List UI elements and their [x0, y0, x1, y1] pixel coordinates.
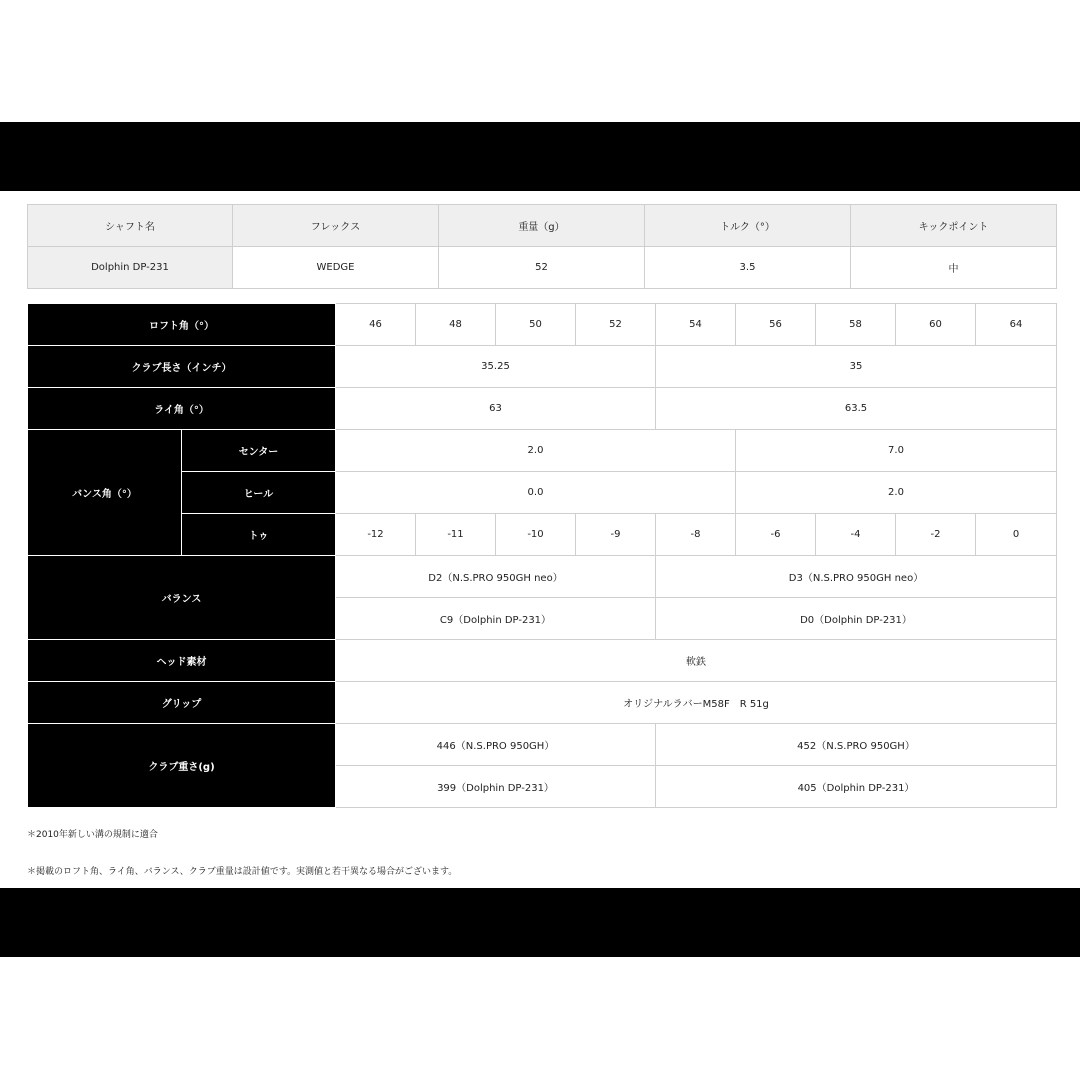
bounce-center-row	[28, 430, 1057, 472]
bounce-toe-value: -12	[336, 514, 416, 556]
bounce-toe-value: -10	[496, 514, 576, 556]
head-material-label: ヘッド素材	[28, 640, 336, 682]
grip-label: グリップ	[28, 682, 336, 724]
cell-flex: WEDGE	[233, 247, 439, 289]
length-row	[28, 346, 1057, 388]
table-header-row	[28, 205, 1057, 247]
loft-value: 54	[656, 304, 736, 346]
balance-value: C9（Dolphin DP-231）	[336, 598, 656, 640]
grip-value: オリジナルラバーM58F R 51g	[336, 682, 1057, 724]
cell-shaft-name: Dolphin DP-231	[28, 247, 233, 289]
balance-row	[28, 556, 1057, 598]
bounce-heel-row	[28, 472, 1057, 514]
loft-value: 50	[496, 304, 576, 346]
lie-row	[28, 388, 1057, 430]
club-spec-table	[27, 303, 1057, 808]
bounce-center-label: センター	[182, 430, 336, 472]
bounce-toe-row	[28, 514, 1057, 556]
balance-label: バランス	[28, 556, 336, 640]
bounce-heel-value: 2.0	[736, 472, 1057, 514]
length-value: 35	[656, 346, 1057, 388]
head-material-row	[28, 640, 1057, 682]
cell-weight: 52	[439, 247, 645, 289]
loft-value: 48	[416, 304, 496, 346]
bounce-toe-value: -4	[816, 514, 896, 556]
bounce-toe-value: -2	[896, 514, 976, 556]
bounce-center-value: 2.0	[336, 430, 736, 472]
footnote-groove-rule: ＊2010年新しい溝の規制に適合	[27, 830, 158, 840]
loft-value: 64	[976, 304, 1057, 346]
length-value: 35.25	[336, 346, 656, 388]
cell-kickpoint: 中	[851, 247, 1057, 289]
header-torque: トルク（°）	[645, 205, 851, 247]
header-weight: 重量（g）	[439, 205, 645, 247]
lie-label: ライ角（°）	[28, 388, 336, 430]
lie-value: 63	[336, 388, 656, 430]
footnote-design-values: ＊掲載のロフト角、ライ角、バランス、クラブ重量は設計値です。実測値と若干異なる場合がございます。	[27, 867, 458, 877]
length-label: クラブ長さ（インチ）	[28, 346, 336, 388]
club-weight-value: 405（Dolphin DP-231）	[656, 766, 1057, 808]
club-weight-value: 452（N.S.PRO 950GH）	[656, 724, 1057, 766]
table-row	[28, 247, 1057, 289]
loft-value: 46	[336, 304, 416, 346]
club-weight-row	[28, 724, 1057, 766]
bounce-toe-value: -11	[416, 514, 496, 556]
grip-row	[28, 682, 1057, 724]
top-black-band	[0, 122, 1080, 191]
loft-value: 60	[896, 304, 976, 346]
bounce-center-value: 7.0	[736, 430, 1057, 472]
loft-value: 56	[736, 304, 816, 346]
head-material-value: 軟鉄	[336, 640, 1057, 682]
loft-label: ロフト角（°）	[28, 304, 336, 346]
balance-value: D3（N.S.PRO 950GH neo）	[656, 556, 1057, 598]
balance-value: D2（N.S.PRO 950GH neo）	[336, 556, 656, 598]
bounce-toe-value: -9	[576, 514, 656, 556]
bounce-toe-value: -6	[736, 514, 816, 556]
loft-row	[28, 304, 1057, 346]
bounce-heel-label: ヒール	[182, 472, 336, 514]
club-weight-label: クラブ重さ(g)	[28, 724, 336, 808]
cell-torque: 3.5	[645, 247, 851, 289]
shaft-spec-table	[27, 204, 1057, 289]
loft-value: 52	[576, 304, 656, 346]
balance-value: D0（Dolphin DP-231）	[656, 598, 1057, 640]
bottom-black-band	[0, 888, 1080, 957]
bounce-toe-value: 0	[976, 514, 1057, 556]
club-weight-value: 446（N.S.PRO 950GH）	[336, 724, 656, 766]
header-kickpoint: キックポイント	[851, 205, 1057, 247]
bounce-toe-label: トゥ	[182, 514, 336, 556]
bounce-label: バンス角（°）	[28, 430, 182, 556]
header-shaft-name: シャフト名	[28, 205, 233, 247]
lie-value: 63.5	[656, 388, 1057, 430]
header-flex: フレックス	[233, 205, 439, 247]
loft-value: 58	[816, 304, 896, 346]
bounce-toe-value: -8	[656, 514, 736, 556]
club-weight-value: 399（Dolphin DP-231）	[336, 766, 656, 808]
bounce-heel-value: 0.0	[336, 472, 736, 514]
